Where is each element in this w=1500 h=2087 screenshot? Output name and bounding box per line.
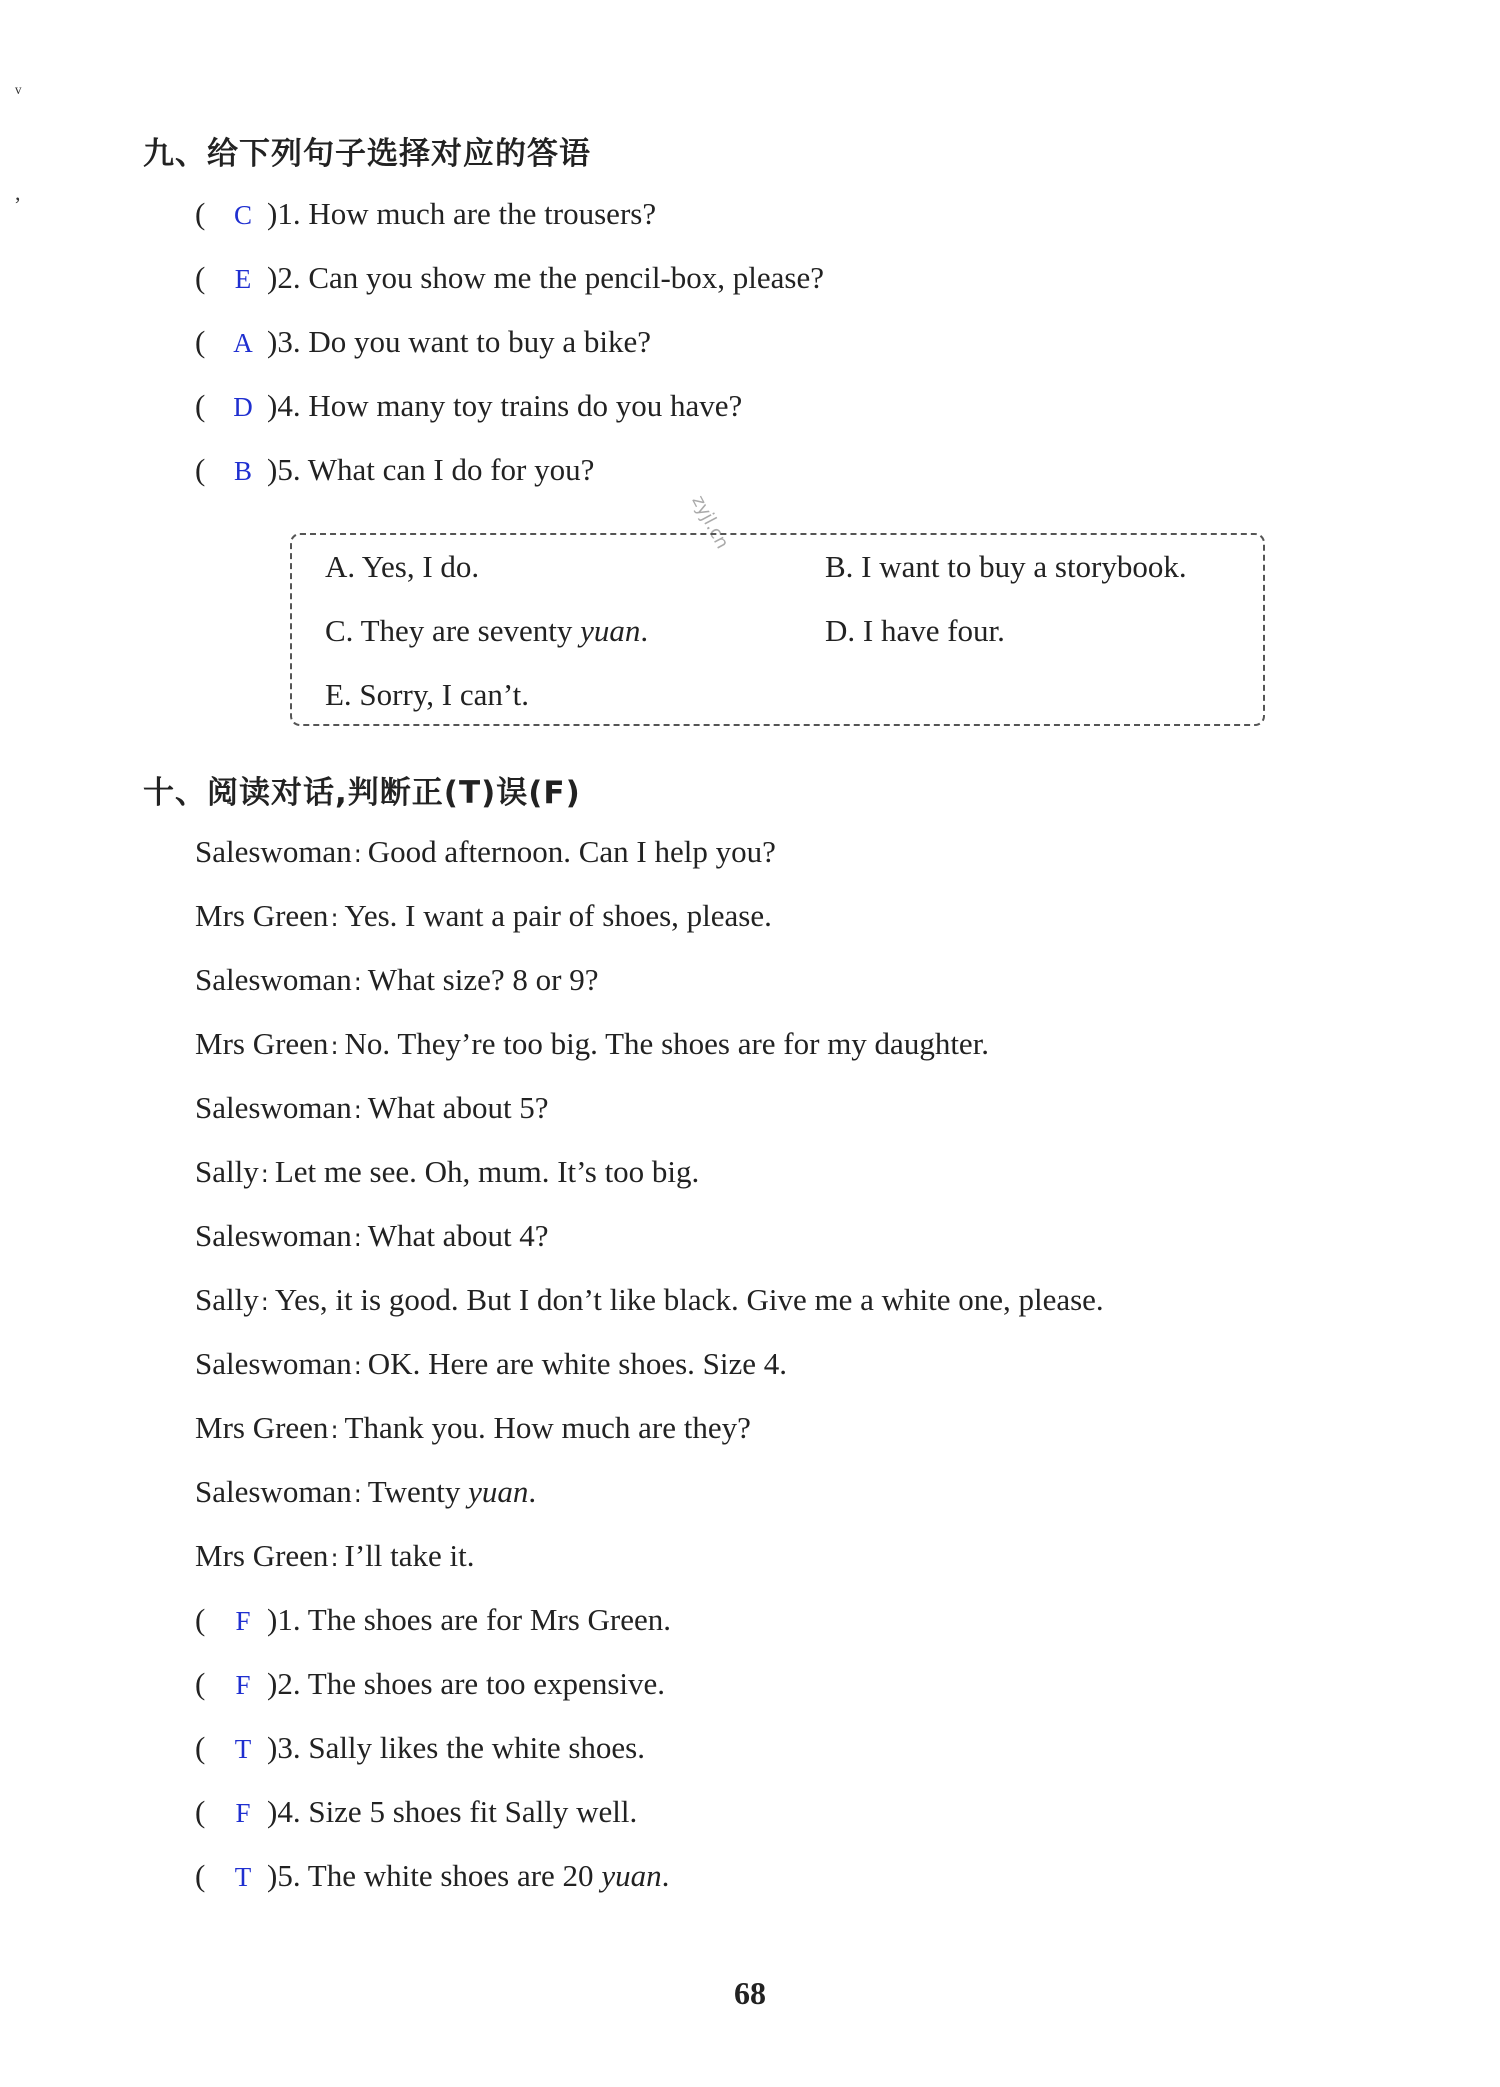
dialogue-line: [195, 1474, 536, 1510]
margin-mark-comma: ,: [15, 180, 21, 205]
answer-field[interactable]: T: [234, 1862, 252, 1892]
speaker: Saleswoman: [195, 1218, 352, 1253]
question-text: )3. Sally likes the white shoes.: [267, 1730, 645, 1765]
option-c-text: C. They are seventy: [325, 613, 581, 648]
option-a: A. Yes, I do.: [325, 549, 480, 584]
s9-question-1: [195, 196, 656, 236]
dialogue-text: What size? 8 or 9?: [367, 962, 599, 997]
colon: :: [353, 968, 362, 996]
speaker: Mrs Green: [195, 1538, 329, 1573]
option-e: E. Sorry, I can’t.: [325, 677, 530, 712]
question-text: )4. Size 5 shoes fit Sally well.: [267, 1794, 638, 1829]
s10-question-5: [195, 1858, 669, 1898]
speaker: Mrs Green: [195, 898, 329, 933]
dialogue-line: [195, 1538, 475, 1574]
speaker: Sally: [195, 1154, 259, 1189]
answer-field[interactable]: F: [235, 1606, 251, 1636]
speaker: Saleswoman: [195, 962, 352, 997]
dialogue-line: [195, 1282, 1104, 1318]
question-italic-unit: yuan: [601, 1858, 662, 1893]
answer-field[interactable]: B: [233, 456, 252, 486]
s9-question-3: [195, 324, 651, 364]
answer-field[interactable]: E: [234, 264, 252, 294]
options-box: [290, 533, 1265, 726]
dialogue-text: I’ll take it.: [344, 1538, 475, 1573]
option-b: B. I want to buy a storybook.: [825, 549, 1187, 584]
colon: :: [330, 1416, 339, 1444]
speaker: Saleswoman: [195, 1346, 352, 1381]
dialogue-italic-unit: yuan: [468, 1474, 529, 1509]
question-text: )1. The shoes are for Mrs Green.: [267, 1602, 672, 1637]
paren: (: [195, 388, 206, 423]
paren: (: [195, 196, 206, 231]
page-number: 68: [734, 1975, 766, 2011]
paren: (: [195, 1794, 206, 1829]
answer-field[interactable]: T: [234, 1734, 252, 1764]
question-text: )2. Can you show me the pencil-box, please?: [267, 260, 824, 295]
dialogue-text: Good afternoon. Can I help you?: [367, 834, 776, 869]
s10-question-4: [195, 1794, 637, 1834]
dialogue-line: [195, 1090, 549, 1126]
question-text: )4. How many toy trains do you have?: [267, 388, 743, 423]
dialogue-line: [195, 1410, 751, 1446]
speaker: Saleswoman: [195, 834, 352, 869]
question-text: )2. The shoes are too expensive.: [267, 1666, 666, 1701]
paren: (: [195, 1858, 206, 1893]
colon: :: [330, 904, 339, 932]
dialogue-text: Thank you. How much are they?: [344, 1410, 751, 1445]
answer-field[interactable]: D: [233, 392, 253, 422]
section9-title: 九、给下列句子选择对应的答语: [143, 136, 591, 172]
colon: :: [353, 1224, 362, 1252]
dialogue-text: Let me see. Oh, mum. It’s too big.: [274, 1154, 700, 1189]
dialogue-line: [195, 1218, 549, 1254]
colon: :: [260, 1288, 269, 1316]
answer-field[interactable]: F: [235, 1798, 251, 1828]
speaker: Saleswoman: [195, 1090, 352, 1125]
paren: (: [195, 1666, 206, 1701]
question-text: )3. Do you want to buy a bike?: [267, 324, 651, 359]
question-text-end: .: [661, 1858, 670, 1893]
speaker: Mrs Green: [195, 1026, 329, 1061]
answer-field[interactable]: C: [233, 200, 252, 230]
dialogue-line: [195, 898, 772, 934]
colon: :: [353, 1480, 362, 1508]
s10-question-2: [195, 1666, 665, 1706]
dialogue-text: What about 4?: [367, 1218, 549, 1253]
question-text: )5. What can I do for you?: [267, 452, 595, 487]
option-c-end: .: [640, 613, 649, 648]
colon: :: [330, 1032, 339, 1060]
dialogue-line: [195, 834, 776, 870]
speaker: Saleswoman: [195, 1474, 352, 1509]
paren: (: [195, 452, 206, 487]
dialogue-line: [195, 1026, 989, 1062]
dialogue-line: [195, 1346, 787, 1382]
speaker: Mrs Green: [195, 1410, 329, 1445]
speaker: Sally: [195, 1282, 259, 1317]
paren: (: [195, 260, 206, 295]
s10-question-1: [195, 1602, 671, 1642]
dialogue-text: Yes, it is good. But I don’t like black. Give me a white one, please.: [274, 1282, 1104, 1317]
option-d: D. I have four.: [825, 613, 1005, 648]
answer-field[interactable]: F: [235, 1670, 251, 1700]
margin-mark-top: ᵛ: [15, 80, 22, 105]
dialogue-text: Yes. I want a pair of shoes, please.: [344, 898, 772, 933]
s9-question-2: [195, 260, 824, 300]
colon: :: [330, 1544, 339, 1572]
dialogue-line: [195, 962, 598, 998]
s9-question-4: [195, 388, 742, 428]
option-c-unit: yuan: [580, 613, 641, 648]
paren: (: [195, 1602, 206, 1637]
s9-question-5: [195, 452, 594, 492]
dialogue-line: [195, 1154, 699, 1190]
colon: :: [353, 1096, 362, 1124]
question-text: )1. How much are the trousers?: [267, 196, 657, 231]
paren: (: [195, 324, 206, 359]
dialogue-text: What about 5?: [367, 1090, 549, 1125]
paren: (: [195, 1730, 206, 1765]
colon: :: [353, 840, 362, 868]
colon: :: [353, 1352, 362, 1380]
watermark: zyjl.cn: [687, 492, 733, 553]
answer-field[interactable]: A: [233, 328, 253, 358]
dialogue-text: No. They’re too big. The shoes are for my daughter.: [344, 1026, 990, 1061]
question-text: [267, 1858, 669, 1894]
dialogue-end: .: [528, 1474, 537, 1509]
question-text-main: )5. The white shoes are 20: [267, 1858, 602, 1893]
option-c: [325, 613, 648, 649]
s10-question-3: [195, 1730, 645, 1770]
dialogue-text: OK. Here are white shoes. Size 4.: [367, 1346, 788, 1381]
section10-title: 十、阅读对话,判断正(T)误(F): [143, 775, 581, 811]
dialogue-text: Twenty: [367, 1474, 469, 1509]
colon: :: [260, 1160, 269, 1188]
